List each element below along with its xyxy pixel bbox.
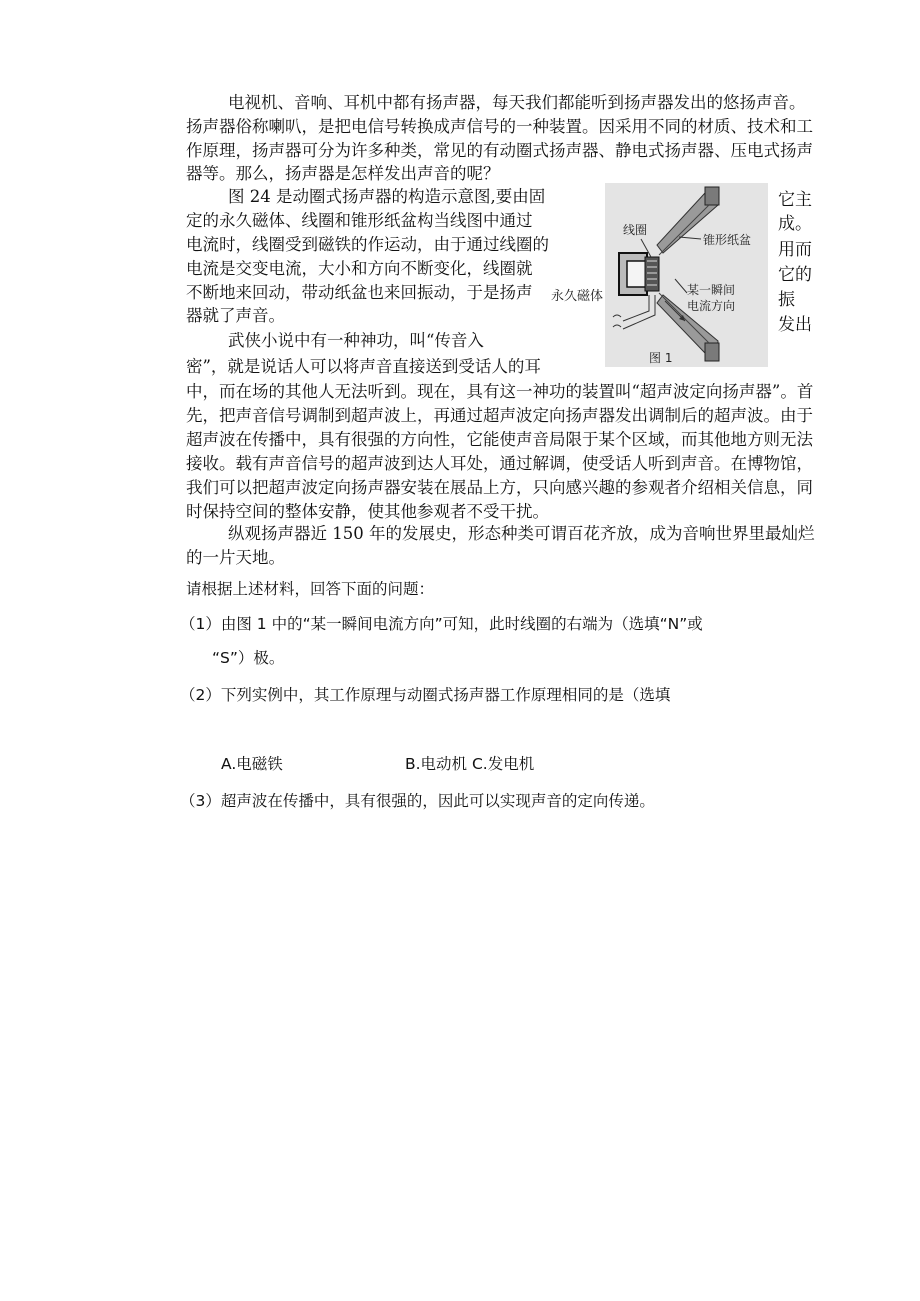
side-text-2: 成。 — [778, 214, 812, 234]
paragraph-1-line-2: 扬声器俗称喇叭，是把电信号转换成声信号的一种装置。因采用不同的材质、技术和工 — [186, 117, 813, 136]
speaker-diagram — [605, 183, 768, 367]
question-2-option-a: A.电磁铁 — [221, 755, 283, 773]
paragraph-1-line-1: 电视机、音响、耳机中都有扬声器，每天我们都能听到扬声器发出的悠扬声音。 — [228, 93, 806, 112]
question-2-options-b-c: B.电动机 C.发电机 — [405, 755, 535, 773]
paragraph-3-line-7: 我们可以把超声波定向扬声器安装在展品上方，只向感兴趣的参观者介绍相关信息，同 — [186, 478, 813, 497]
side-text-5: 振 — [778, 290, 795, 310]
paragraph-2-line-1: 图 24 是动圈式扬声器的构造示意图,要由固 — [228, 187, 546, 206]
magnet-label: 永久磁体 — [551, 289, 604, 304]
paragraph-3-line-4: 先，把声音信号调制到超声波上，再通过超声波定向扬声器发出调制后的超声波。由于 — [186, 406, 813, 425]
cone-label: 锥形纸盆 — [703, 233, 752, 247]
paragraph-3-line-8: 时保持空间的整体安静，使其他参观者不受干扰。 — [186, 502, 549, 521]
figure-caption: 图 1 — [649, 351, 673, 365]
side-text-1: 它主 — [778, 190, 812, 210]
paragraph-3-line-5: 超声波在传播中，具有很强的方向性，它能使声音局限于某个区域，而其他地方则无法 — [186, 430, 813, 449]
speaker-diagram-svg — [605, 183, 768, 367]
paragraph-2-line-2: 定的永久磁体、线圈和锥形纸盆构当线图中通过 — [186, 211, 533, 230]
question-1-line-2: “S”）极。 — [212, 649, 285, 667]
paragraph-4-line-1: 纵观扬声器近 150 年的发展史，形态种类可谓百花齐放，成为音响世界里最灿烂 — [228, 524, 815, 543]
side-text-3: 用而 — [778, 240, 812, 260]
question-3: （3）超声波在传播中，具有很强的，因此可以实现声音的定向传递。 — [180, 792, 655, 810]
paragraph-3-line-2: 密”，就是说话人可以将声音直接送到受话人的耳 — [186, 357, 541, 376]
paragraph-2-line-5: 不断地来回动，带动纸盆也来回振动，于是扬声 — [186, 283, 533, 302]
paragraph-4-line-2: 的一片天地。 — [186, 548, 285, 567]
paragraph-3-line-3: 中，而在场的其他人无法听到。现在，具有这一神功的装置叫“超声波定向扬声器”。首 — [186, 382, 814, 401]
question-2: （2）下列实例中，其工作原理与动圈式扬声器工作原理相同的是（选填 — [180, 686, 671, 704]
paragraph-1-line-4: 器等。那么，扬声器是怎样发出声音的呢？ — [186, 164, 500, 183]
paragraph-1-line-3: 作原理，扬声器可分为许多种类，常见的有动圈式扬声器、静电式扬声器、压电式扬声 — [186, 141, 813, 160]
current-label-2: 电流方向 — [687, 299, 736, 313]
paragraph-2-line-6: 器就了声音。 — [186, 306, 285, 325]
paragraph-2-line-3: 电流时，线圈受到磁铁的作运动，由于通过线圈的 — [186, 235, 549, 254]
paragraph-3-line-6: 接收。载有声音信号的超声波到达人耳处，通过解调，使受话人听到声音。在博物馆， — [186, 454, 813, 473]
side-text-6: 发出 — [778, 315, 812, 335]
side-text-4: 它的 — [778, 265, 812, 285]
paragraph-2-line-4: 电流是交变电流，大小和方向不断变化，线圈就 — [186, 259, 533, 278]
questions-intro: 请根据上述材料，回答下面的问题： — [186, 580, 435, 598]
current-label-1: 某一瞬间 — [687, 283, 736, 297]
question-1-line-1: （1）由图 1 中的“某一瞬间电流方向”可知，此时线圈的右端为（选填“N”或 — [180, 615, 703, 633]
paragraph-3-line-1: 武侠小说中有一种神功，叫“传音入 — [228, 331, 484, 350]
coil-label: 线圈 — [623, 223, 648, 237]
